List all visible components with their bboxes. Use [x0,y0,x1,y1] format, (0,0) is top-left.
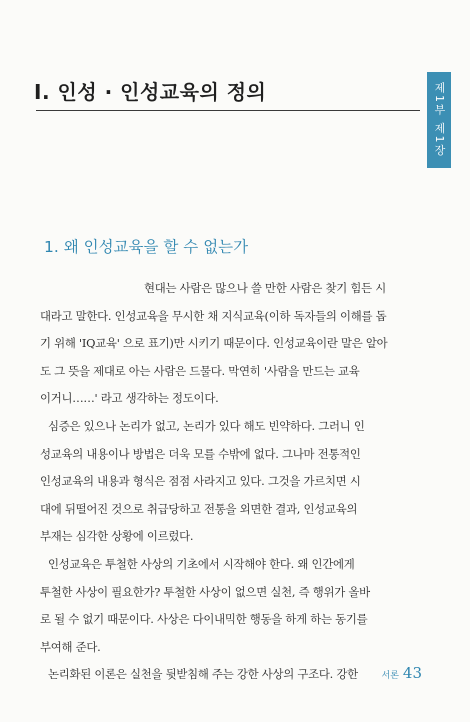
section-heading: 1. 왜 인성교육을 할 수 없는가 [44,238,249,256]
text-line: 부재는 심각한 상황에 이르렀다. [40,529,194,544]
text-line: 이거니……' 라고 생각하는 정도이다. [40,391,219,406]
text-line: 현대는 사람은 많으나 쓸 만한 사람은 찾기 힘든 시 [144,281,387,295]
chapter-side-tab-label: 제1부 제1장 [427,72,451,168]
text-line: 대라고 말한다. 인성교육을 무시한 채 지식교육(이하 독자들의 이해를 돕 [40,308,387,323]
paragraph-1 [40,275,415,413]
text-line: 성교육의 내용이나 방법은 더욱 모를 수밖에 없다. 그나마 전통적인 [40,446,361,461]
text-line: 인성교육은 투철한 사상의 기초에서 시작해야 한다. 왜 인간에게 [48,556,355,571]
chapter-title: I. 인성 · 인성교육의 정의 [34,80,267,104]
paragraph-4 [40,661,415,689]
text-line: 도 그 뜻을 제대로 아는 사람은 드물다. 막연히 '사람을 만드는 교육 [40,363,360,378]
text-line: 심증은 있으나 논리가 없고, 논리가 있다 해도 빈약하다. 그러니 인 [48,418,365,433]
text-line: 로 될 수 없기 때문이다. 사상은 다이내믹한 행동을 하게 하는 동기를 [40,612,368,627]
text-line: 논리화된 이론은 실천을 뒷받침해 주는 강한 사상의 구조다. 강한 [48,667,358,682]
text-line: 대에 뒤떨어진 것으로 취급당하고 전통을 외면한 결과, 인성교육의 [40,501,358,516]
body-text [40,275,415,689]
page-number: 43 [402,664,422,682]
paragraph-2 [40,413,415,551]
text-line: 부여해 준다. [40,639,101,654]
text-line: 인성교육의 내용과 형식은 점점 사라지고 있다. 그것을 가르치면 시 [40,474,361,489]
text-line: 기 위해 'IQ교육' 으로 표기)만 시키기 때문이다. 인성교육이란 말은 알아 [40,336,388,351]
chapter-side-tab [424,72,454,182]
page-footer [382,664,422,682]
paragraph-3 [40,551,415,661]
text-line: 투철한 사상이 필요한가? 투철한 사상이 없으면 실천, 즉 행위가 올바 [40,584,370,599]
footer-section-label: 서론 [381,671,399,681]
title-rule [36,110,420,111]
